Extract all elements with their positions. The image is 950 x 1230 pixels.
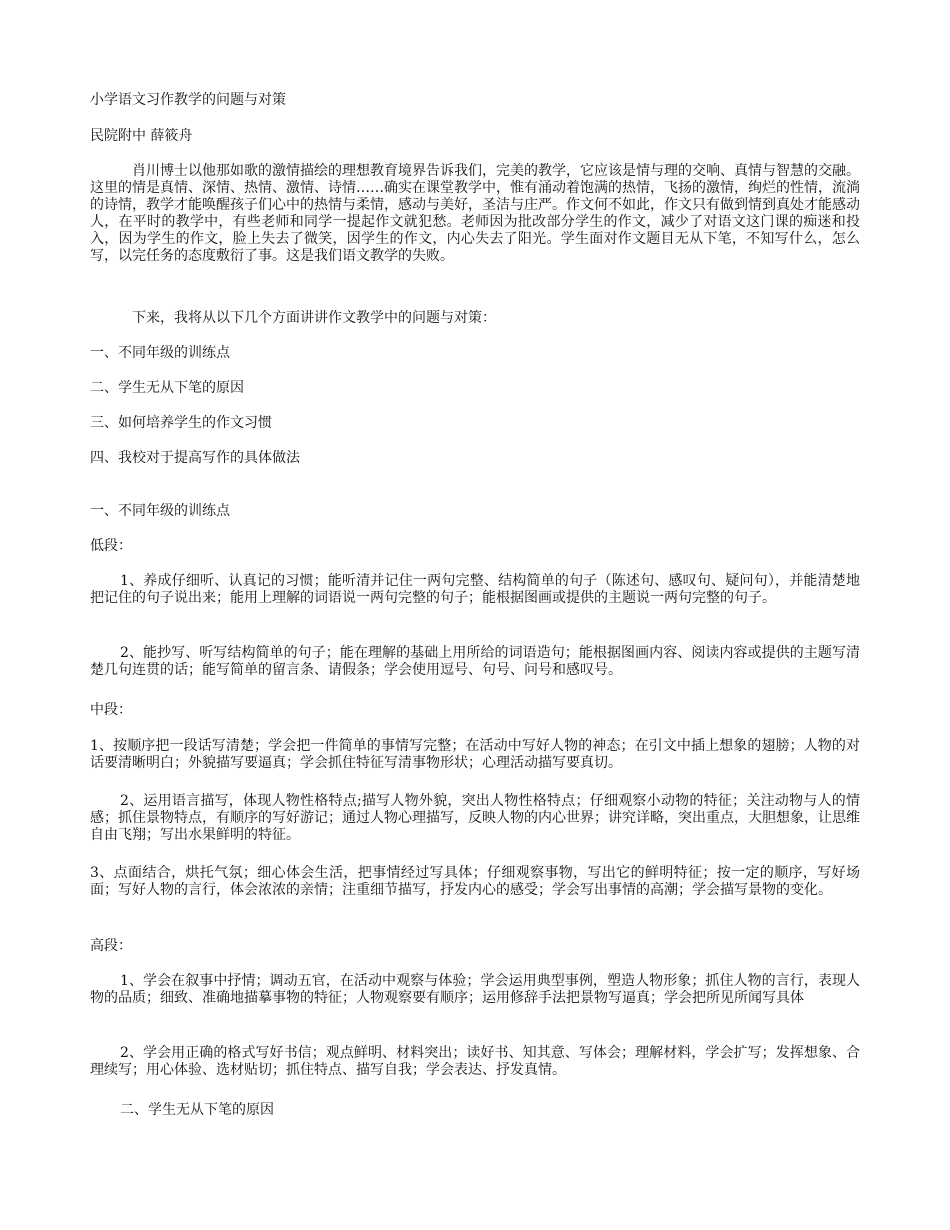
high-item-1: 1、学会在叙事中抒情；调动五官，在活动中观察与体验；学会运用典型事例，塑造人物形象；抓住人物的言行，表现人物的品质；细致、准确地描摹事物的特征；人物观察要有顺序；运用修辞手法把景物写逼真；学会把所见所闻写具体 [90, 973, 860, 1006]
low-item-1: 1、养成仔细听、认真记的习惯；能听清并记住一两句完整、结构简单的句子（陈述句、感叹句、疑问句），并能清楚地把记住的句子说出来；能用上理解的词语说一两句完整的句子；能根据图画或提供的主题说一两句完整的句子。 [90, 573, 860, 606]
mid-item-1: 1、按顺序把一段话写清楚；学会把一件简单的事情写完整；在活动中写好人物的神态；在引文中插上想象的翅膀；人物的对话要清晰明白；外貌描写要逼真；学会抓住特征写清事物形状；心理活动描写要真切。 [90, 738, 860, 771]
document-title: 小学语文习作教学的问题与对策 [90, 92, 286, 108]
outline-item-1: 一、不同年级的训练点 [90, 345, 230, 361]
mid-grade-label: 中段： [90, 702, 132, 718]
high-item-2: 2、学会用正确的格式写好书信；观点鲜明、材料突出；读好书、知其意、写体会；理解材料，学会扩写；发挥想象、合理续写；用心体验、选材贴切；抓住特点、描写自我；学会表达、抒发真情。 [90, 1045, 860, 1078]
low-item-2: 2、能抄写、听写结构简单的句子；能在理解的基础上用所给的词语造句；能根据图画内容、阅读内容或提供的主题写清楚几句连贯的话；能写简单的留言条、请假条；学会使用逗号、句号、问号和感叹号。 [90, 645, 860, 678]
low-grade-label: 低段： [90, 538, 132, 554]
mid-item-3: 3、点面结合，烘托气氛；细心体会生活，把事情经过写具体；仔细观察事物，写出它的鲜明特征；按一定的顺序，写好场面；写好人物的言行，体会浓浓的亲情；注重细节描写，抒发内心的感受；学会写出事情的高潮；学会描写景物的变化。 [90, 865, 860, 898]
document-author: 民院附中 薛筱舟 [90, 128, 193, 144]
lead-paragraph: 下来，我将从以下几个方面讲讲作文教学中的问题与对策： [132, 310, 496, 326]
section-2-title: 二、学生无从下笔的原因 [120, 1102, 274, 1118]
intro-paragraph: 肖川博士以他那如歌的激情描绘的理想教育境界告诉我们，完美的教学，它应该是情与理的交响、真情与智慧的交融。这里的情是真情、深情、热情、激情、诗情……确实在课堂教学中，惟有涌动着饱满的热情，飞扬的激情，绚烂的性情，流淌的诗情，教学才能唤醒孩子们心中的热情与柔情，感动与美好，圣洁与庄严。作文何不如此，作文只有做到情到真处才能感动人，在平时的教学中，有些老师和同学一提起作文就犯愁。老师因为批改部分学生的作文，减少了对语文这门课的痴迷和投入，因为学生的作文，脸上失去了微笑，因学生的作文，内心失去了阳光。学生面对作文题目无从下笔，不知写什么，怎么写，以完任务的态度敷衍了事。这是我们语文教学的失败。 [90, 163, 860, 264]
outline-item-3: 三、如何培养学生的作文习惯 [90, 415, 272, 431]
outline-item-2: 二、学生无从下笔的原因 [90, 380, 244, 396]
mid-item-2: 2、运用语言描写，体现人物性格特点;描写人物外貌，突出人物性格特点；仔细观察小动物的特征；关注动物与人的情感；抓住景物特点，有顺序的写好游记；通过人物心理描写，反映人物的内心世界；讲究详略，突出重点，大胆想象，让思维自由飞翔；写出水果鲜明的特征。 [90, 793, 860, 843]
section-1-title: 一、不同年级的训练点 [90, 503, 230, 519]
outline-item-4: 四、我校对于提高写作的具体做法 [90, 450, 300, 466]
high-grade-label: 高段： [90, 938, 132, 954]
